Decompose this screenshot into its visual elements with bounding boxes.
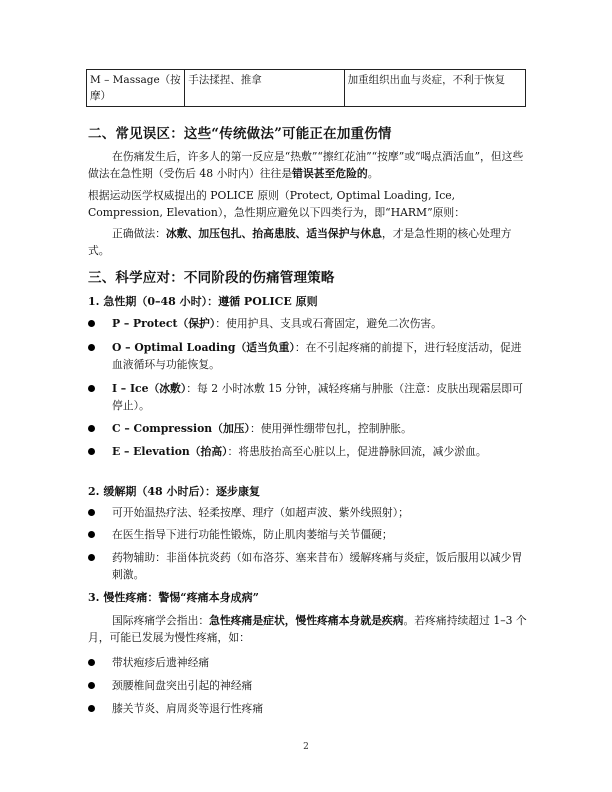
paragraph: 根据运动医学权威提出的 POLICE 原则（Protect, Optimal Loading, Ice, Compression, Elevation），急性期应避免以下四类行为，即“HARM”原则： [88,189,465,219]
table-cell: 手法揉捏、推拿 [185,70,344,107]
list-text: ：在不引起疼痛的前提下，进行轻度活动，促进血液循环与功能恢复。 [112,341,522,371]
bullet-icon [88,320,95,327]
list-term: P – Protect（保护） [112,317,216,330]
paragraph-text: 在伤痛发生后，许多人的第一反应是“热敷”“擦红花油”“按摩”或“喝点酒活血”，但这些做法在急性期（受伤后 48 小时内）往往是 [88,150,524,180]
list-item [88,504,528,521]
list-term: E – Elevation（抬高） [112,445,228,458]
list-text: ：使用弹性绷带包扎，控制肿胀。 [249,422,412,435]
subsection-heading: 1. 急性期（0–48 小时）：遵循 POLICE 原则 [88,295,318,308]
list-item [88,654,528,671]
paragraph [88,612,528,646]
subsection-heading: 2. 缓解期（48 小时后）：逐步康复 [88,485,260,498]
bullet-icon [88,659,95,666]
list-text: 在医生指导下进行功能性锻炼，防止肌肉萎缩与关节僵硬； [112,528,393,541]
table-cell: M – Massage（按摩） [87,70,185,107]
list-text: 药物辅助：非甾体抗炎药（如布洛芬、塞来昔布）缓解疼痛与炎症，饭后服用以减少胃刺激。 [112,551,523,581]
bullet-icon [88,425,95,432]
list-item [88,700,528,717]
list-item [88,380,528,414]
paragraph-bold: 错误甚至危险的 [292,167,368,180]
list-text: ：将患肢抬高至心脏以上，促进静脉回流，减少淤血。 [227,445,487,458]
bullet-icon [88,531,95,538]
paragraph [88,148,528,182]
list-text: 颈腰椎间盘突出引起的神经痛 [112,679,253,692]
list-term: C – Compression（加压） [112,422,250,435]
list-text: 膝关节炎、肩周炎等退行性疼痛 [112,702,264,715]
bullet-icon [88,554,95,561]
bullet-icon [88,705,95,712]
list-item [88,526,528,543]
list-text: ：每 2 小时冰敷 15 分钟，减轻疼痛与肿胀（注意：皮肤出现霜层即可停止）。 [112,382,523,412]
table-cell: 加重组织出血与炎症，不利于恢复 [344,70,525,107]
list-term: O – Optimal Loading（适当负重） [112,341,295,354]
subsection-heading: 3. 慢性疼痛：警惕“疼痛本身成病” [88,591,259,604]
list-item [88,677,528,694]
paragraph-text: 。若疼痛持续超过 1–3 个月，可能已发展为慢性疼痛，如： [88,614,527,644]
paragraph-text: 正确做法： [112,227,166,240]
bullet-icon [88,385,95,392]
bullet-icon [88,509,95,516]
section-heading: 二、常见误区：这些“传统做法”可能正在加重伤情 [88,126,392,142]
paragraph-text: ，才是急性期的核心处理方式。 [88,227,512,257]
paragraph [88,225,528,259]
paragraph-bold: 急性疼痛是症状，慢性疼痛本身就是疾病 [209,614,404,627]
paragraph-text: 国际疼痛学会指出： [112,614,210,627]
list-text: 带状疱疹后遗神经痛 [112,656,210,669]
list-item [88,339,528,373]
table-row [87,70,526,107]
list-term: I – Ice（冰敷） [112,382,187,395]
bullet-icon [88,682,95,689]
list-item [88,420,528,437]
list-item [88,549,528,583]
section-heading: 三、科学应对：不同阶段的伤痛管理策略 [88,270,335,286]
harm-table [86,69,526,107]
bullet-icon [88,448,95,455]
list-text: ：使用护具、支具或石膏固定，避免二次伤害。 [215,317,442,330]
list-item [88,443,528,460]
page-number: 2 [303,742,309,752]
paragraph-text: 。 [367,167,379,180]
bullet-icon [88,344,95,351]
list-item [88,315,528,332]
list-text: 可开始温热疗法、轻柔按摩、理疗（如超声波、紫外线照射）； [112,506,409,519]
paragraph-bold: 冰敷、加压包扎、抬高患肢、适当保护与休息 [165,227,382,240]
